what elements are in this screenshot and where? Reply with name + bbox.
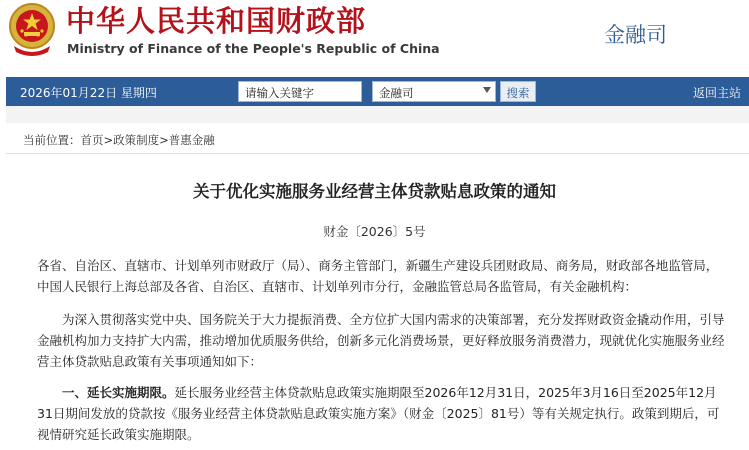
document-title: 关于优化实施服务业经营主体贷款贴息政策的通知 <box>193 182 556 201</box>
breadcrumb-home[interactable]: 首页 <box>80 133 104 147</box>
document-number: 财金〔2026〕5号 <box>323 224 426 239</box>
department-name[interactable]: 金融司 <box>604 23 667 47</box>
document-addressees: 各省、自治区、直辖市、计划单列市财政厅（局）、商务主管部门，新疆生产建设兵团财政局、商务局，财政部各地监管局，中国人民银行上海总部及各省、自治区、直辖市、计划单列市分行，金融监管总局各监管局，有关金融机构： <box>37 258 719 294</box>
search-button[interactable]: 搜索 <box>500 81 536 102</box>
section-1-heading: 一、延长实施期限。 <box>62 385 175 400</box>
nav-bar <box>6 77 749 106</box>
document-section-1 <box>37 382 727 445</box>
breadcrumb-separator: > <box>103 133 114 147</box>
search-scope-value: 金融司 <box>379 86 414 100</box>
breadcrumb-inclusive-finance[interactable]: 普惠金融 <box>168 133 215 147</box>
site-title[interactable]: 中华人民共和国财政部 <box>66 4 367 38</box>
divider <box>6 153 749 154</box>
breadcrumb-prefix: 当前位置： <box>23 133 81 147</box>
breadcrumb <box>23 132 215 148</box>
home-link[interactable]: 返回主站 <box>692 86 741 100</box>
breadcrumb-policy[interactable]: 政策制度 <box>113 133 160 147</box>
chevron-down-icon <box>483 87 491 93</box>
breadcrumb-separator: > <box>159 133 169 147</box>
search-input[interactable]: 请输入关键字 <box>238 81 362 102</box>
current-date: 2026年01月22日 星期四 <box>20 86 157 100</box>
national-emblem-icon[interactable] <box>6 2 58 56</box>
search-scope-select[interactable] <box>372 81 496 102</box>
section-1-body: 延长服务业经营主体贷款贴息政策实施期限至2026年12月31日，2025年3月16日至2025年12月31日期间发放的贷款按《服务业经营主体贷款贴息政策实施方案》（财金〔2025〕81号）等有关规定执行。政策到期后，可视情研究延长政策实施期限。 <box>37 385 720 442</box>
header-spacer <box>6 106 749 123</box>
site-header <box>0 0 749 72</box>
site-title-english: Ministry of Finance of the People's Republic of China <box>67 41 440 56</box>
document-intro: 为深入贯彻落实党中央、国务院关于大力提振消费、全方位扩大国内需求的决策部署，充分发挥财政资金撬动作用，引导金融机构加力支持扩大内需，推动增加优质服务供给，创新多元化消费场景，更好释放服务消费潜力，现就优化实施服务业经营主体贷款贴息政策有关事项通知如下： <box>37 312 725 369</box>
